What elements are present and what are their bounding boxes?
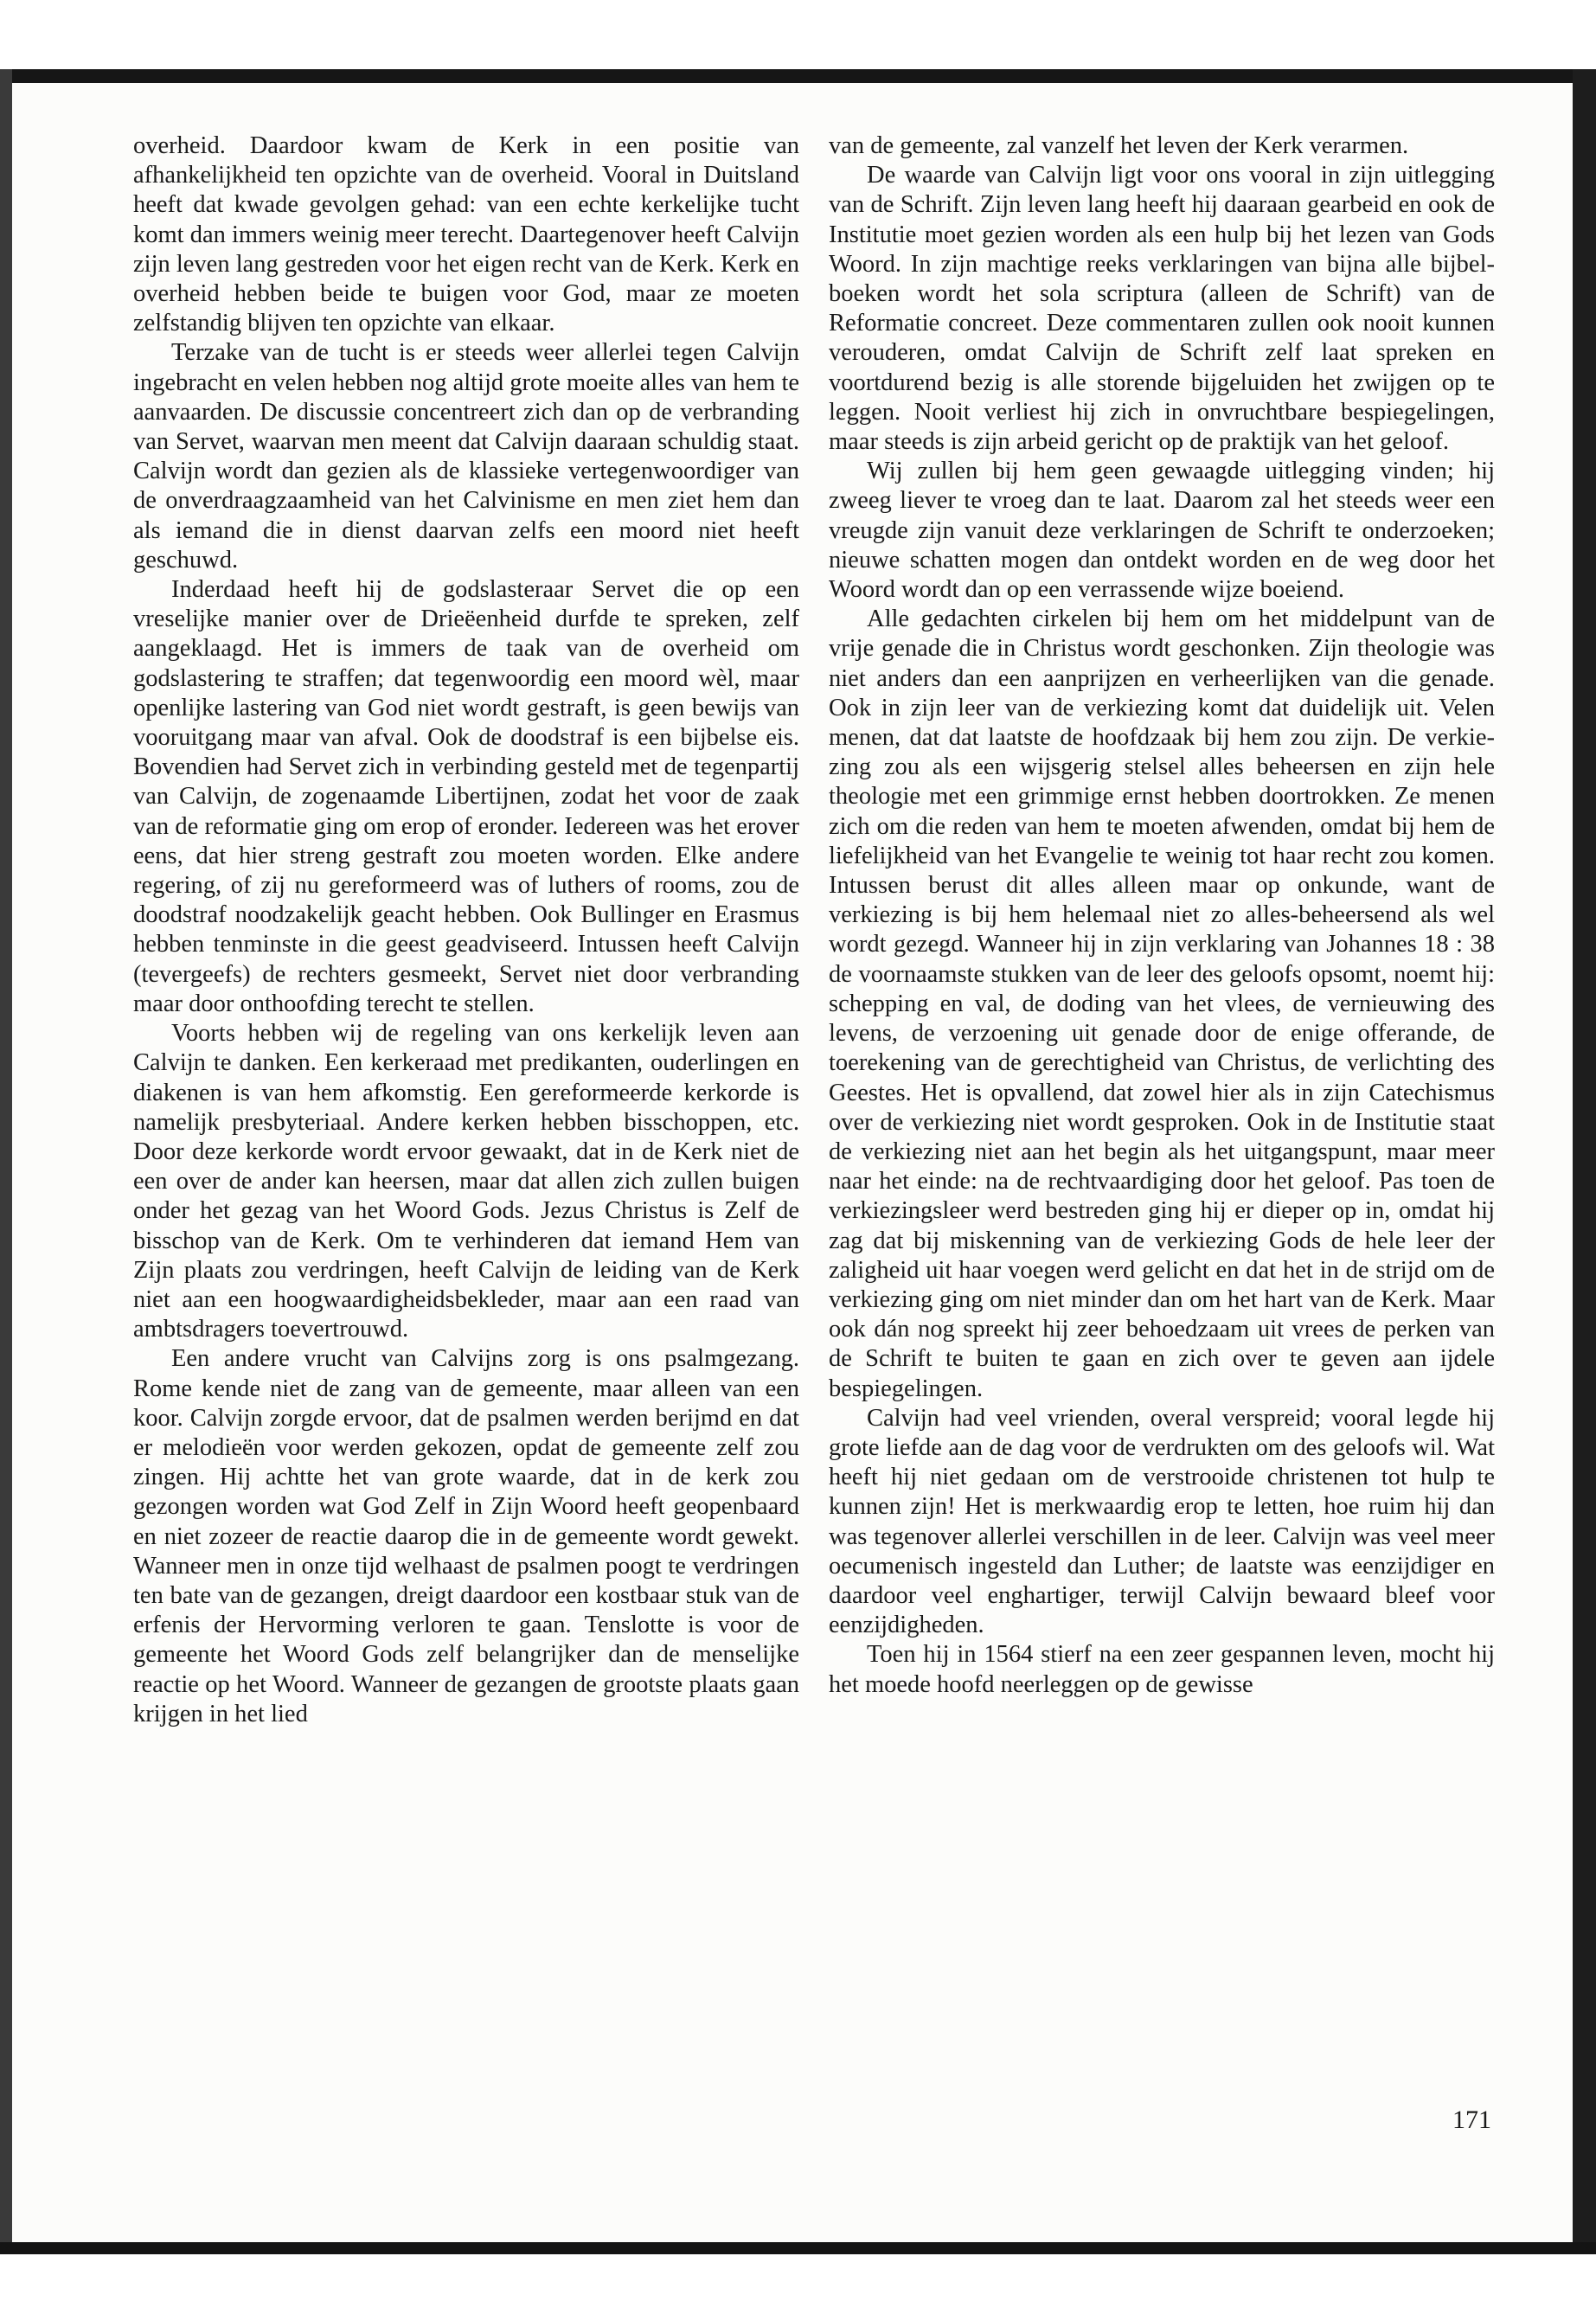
scan-frame-left: [0, 69, 12, 2254]
paragraph: De waarde van Calvijn ligt voor ons vooral in zijn uitlegging van de Schrift. Zijn leven lang heeft hij daaraan gearbeid en ook de Institutie moet gezien worden als een hulp bij het lezen van Gods Woord. In zijn machtige reeks verklaringen van bijna alle bijbelboeken wordt het sola scriptura (alleen de Schrift) van de Reformatie concreet. Deze commentaren zullen ook nooit kunnen verouderen, omdat Calvijn de Schrift zelf laat spreken en voortdurend bezig is alle storende bijgeluiden het zwijgen op te leggen. Nooit verliest hij zich in onvruchtbare bespiegelingen, maar steeds is zijn arbeid gericht op de praktijk van het geloof.: [829, 162, 1495, 456]
book-page: [12, 83, 1573, 2242]
paragraph: Toen hij in 1564 stierf na een zeer gespannen leven, mocht hij het moede hoofd neerleggen op de gewisse: [829, 1641, 1495, 1698]
paragraph: Inderdaad heeft hij de godslasteraar Servet die op een vreselijke manier over de Drieëenheid durfde te spreken, zelf aangeklaagd. Het is immers de taak van de overheid om godslastering te straffen; dat tegenwoordig een moord wèl, maar openlijke lastering van God niet wordt gestraft, is geen bewijs van vooruitgang maar van afval. Ook de doodstraf is een bijbelse eis. Bovendien had Servet zich in verbinding gesteld met de tegenpartij van Calvijn, de zogenaamde Libertijnen, zodat het voor de zaak van de reformatie ging om erop of eronder. Iedereen was het erover eens, dat hier streng gestraft zou moeten worden. Elke andere regering, of zij nu gereformeerd was of luthers of rooms, zou de doodstraf noodzakelijk geacht hebben. Ook Bullinger en Erasmus hebben tenminste in die geest geadviseerd. Intussen heeft Calvijn (tevergeefs) de rechters gesmeekt, Servet niet door verbranding maar door onthoofding terecht te stellen.: [133, 576, 799, 1017]
paragraph: Een andere vrucht van Calvijns zorg is ons psalmgezang. Rome kende niet de zang van de gemeente, maar alleen van een koor. Calvijn zorgde ervoor, dat de psalmen werden berijmd en dat er melodieën voor werden gekozen, opdat de gemeente zelf zou zingen. Hij achtte het van grote waarde, dat in de kerk zou gezongen worden wat God Zelf in Zijn Woord heeft geopenbaard en niet zozeer de reactie daarop die in de gemeente wordt gewekt. Wanneer men in onze tijd welhaast de psalmen poogt te verdringen ten bate van de gezangen, dreigt daardoor een kostbaar stuk van de erfenis der Hervorming verloren te gaan. Tenslotte is voor de gemeente het Woord Gods zelf belangrijker dan de menselijke reactie op het Woord. Wanneer de gezangen de grootste plaats gaan krijgen in het lied: [133, 1345, 799, 1727]
paragraph: overheid. Daardoor kwam de Kerk in een positie van afhankelijkheid ten opzichte van de overheid. Vooral in Duitsland heeft dat kwade gevolgen gehad: van een echte kerkelijke tucht komt dan immers weinig meer terecht. Daartegenover heeft Calvijn zijn leven lang gestreden voor het eigen recht van de Kerk. Kerk en overheid hebben beide te buigen voor God, maar ze moeten zelfstandig blijven ten opzichte van elkaar.: [133, 132, 800, 337]
scan-frame-right: [1573, 69, 1596, 2254]
paragraph: Calvijn had veel vrienden, overal verspreid; vooral legde hij grote liefde aan de dag voor de verdrukten om des geloofs wil. Wat heeft hij niet gedaan om de verstrooide christenen tot hulp te kunnen zijn! Het is merkwaardig erop te letten, hoe ruim hij dan was tegenover allerlei verschillen in de leer. Calvijn was veel meer oecumenisch ingesteld dan Luther; de laatste was eenzijdiger en daardoor veel enghartiger, terwijl Calvijn bewaard bleef voor eenzijdigheden.: [829, 1404, 1495, 1639]
right-column: [829, 131, 1495, 1700]
paragraph: Terzake van de tucht is er steeds weer allerlei tegen Calvijn ingebracht en velen hebben nog altijd grote moeite alles van hem te aanvaarden. De discussie concentreert zich dan op de verbranding van Servet, waarvan men meent dat Calvijn daaraan schuldig staat. Calvijn wordt dan gezien als de klassieke vertegenwoordiger van de onverdraagzaamheid van het Calvinisme en men ziet hem dan als iemand die in dienst daarvan zelfs een moord niet heeft geschuwd.: [133, 339, 800, 574]
paragraph: Alle gedachten cirkelen bij hem om het middelpunt van de vrije genade die in Christus wordt geschonken. Zijn theologie was niet anders dan een aanprijzen en verheerlijken van die genade. Ook in zijn leer van de verkiezing komt dat duidelijk uit. Velen menen, dat dat laatste de hoofdzaak bij hem zou zijn. De verkiezing zou als een wijsgerig stelsel alles beheersen en zijn hele theologie met een grimmige ernst hebben doortrokken. Ze menen zich om die reden van hem te moeten afwenden, omdat bij hem de liefelijkheid van het Evangelie te weinig tot haar recht zou komen. Intussen berust dit alles alleen maar op onkunde, want de verkiezing is bij hem helemaal niet zo alles-beheersend als wel wordt gezegd. Wanneer hij in zijn verklaring van Johannes 18 : 38 de voornaamste stukken van de leer des geloofs opsomt, noemt hij: schepping en val, de doding van het vlees, de vernieuwing des levens, de verzoening uit genade door de enige offerande, de toerekening van de gerechtigheid van Christus, de verlichting des Geestes. Het is opvallend, dat zowel hier als in zijn Catechismus over de verkiezing niet wordt gesproken. Ook in de Institutie staat de verkiezing niet aan het begin als het uitgangspunt, maar meer naar het einde: na de rechtvaardiging door het geloof. Pas toen de verkiezingsleer werd bestreden ging hij er dieper op in, omdat hij zag dat bij miskenning van de verkiezing Gods de hele leer der zaligheid uit haar voegen werd gelicht en dat het in de strijd om de verkiezing ging om niet minder dan om het hart van de Kerk. Maar ook dán nog spreekt hij zeer behoedzaam uit vrees de perken van de Schrift te buiten te gaan en zich over te geven aan ijdele bespiegelingen.: [829, 606, 1495, 1402]
paragraph: van de gemeente, zal vanzelf het leven der Kerk verarmen.: [829, 132, 1409, 159]
scan-frame-bottom: [0, 2242, 1596, 2254]
page-number: 171: [1452, 2106, 1491, 2134]
paragraph: Voorts hebben wij de regeling van ons kerkelijk leven aan Calvijn te danken. Een kerkeraad met predikanten, ouderlingen en diakenen is van hem afkomstig. Een gereformeerde kerkorde is namelijk presbyteriaal. Andere kerken hebben bisschoppen, etc. Door deze kerkorde wordt ervoor gewaakt, dat in de Kerk niet de een over de ander kan heersen, maar dat allen zich zullen buigen onder het gezag van het Woord Gods. Jezus Christus is Zelf de bisschop van de Kerk. Om te verhinderen dat iemand Hem van Zijn plaats zou verdringen, heeft Calvijn de leiding van de Kerk niet aan een hoogwaardigheidsbekleder, maar aan een raad van ambtsdragers toevertrouwd.: [133, 1020, 799, 1343]
left-column: [133, 131, 799, 1729]
paragraph: Wij zullen bij hem geen gewaagde uitlegging vinden; hij zweeg liever te vroeg dan te laat. Daarom zal het steeds weer een vreugde zijn vanuit deze verklaringen de Schrift te onderzoeken; nieuwe schatten mogen dan ontdekt worden en de weg door het Woord wordt dan op een verrassende wijze boeiend.: [829, 458, 1495, 604]
scan-frame-top: [0, 69, 1596, 83]
